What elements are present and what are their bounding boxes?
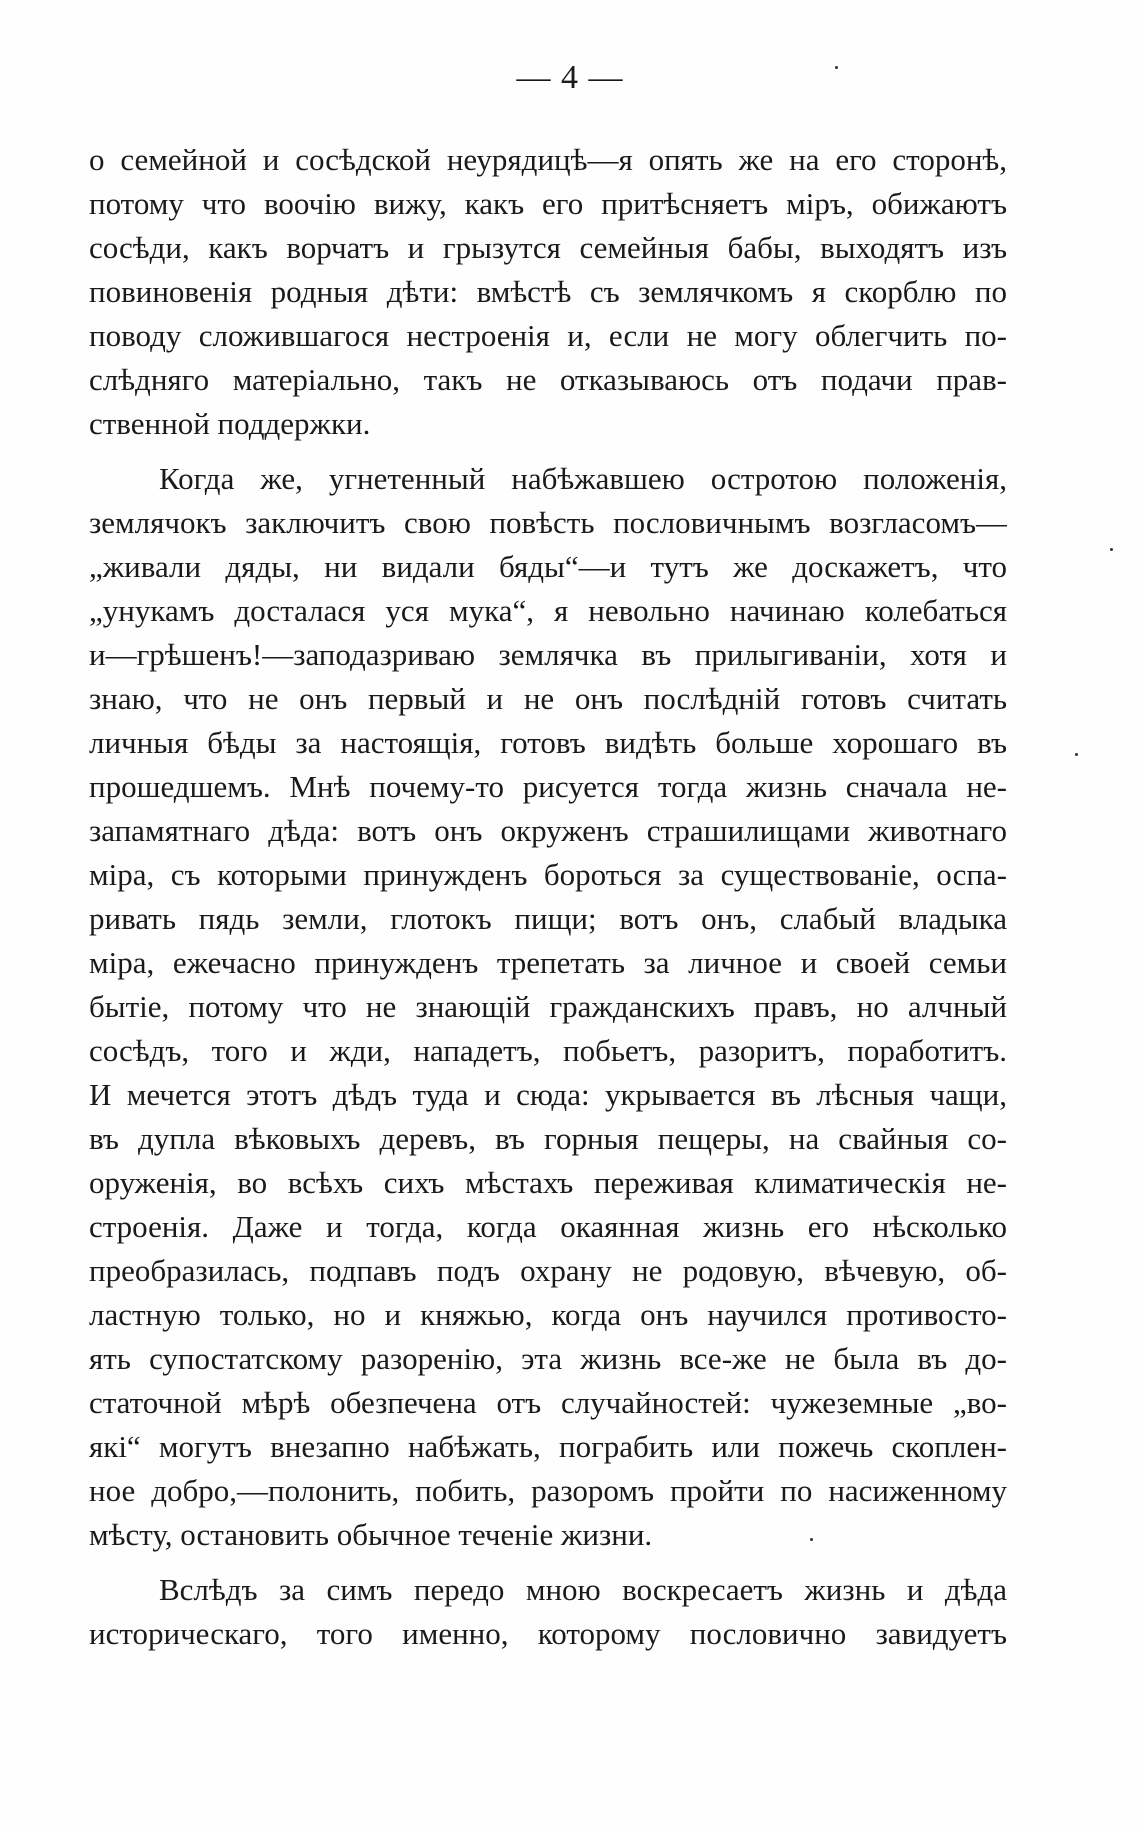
text-line: о семейной и сосѣдской неурядицѣ—я опять же на его сторонѣ,: [89, 142, 1007, 177]
text-line: ривать пядь земли, глотокъ пищи; вотъ онъ, слабый владыка: [89, 901, 1007, 936]
text-line: Вслѣдъ за симъ передо мною воскресаетъ жизнь и дѣда: [159, 1572, 1007, 1607]
text-line: ное добро,—полонить, побить, разоромъ пройти по насиженному: [89, 1473, 1007, 1508]
text-line: бытіе, потому что не знающій гражданскихъ правъ, но алчный: [89, 989, 1007, 1024]
text-line: оруженія, во всѣхъ сихъ мѣстахъ переживая климатическія не-: [89, 1165, 1007, 1200]
text-line: въ дупла вѣковыхъ деревъ, въ горныя пещеры, на свайныя со-: [89, 1121, 1007, 1156]
paragraph: [89, 138, 1007, 446]
text-line: повиновенія родныя дѣти: вмѣстѣ съ землячкомъ я скорблю по: [89, 274, 1007, 309]
text-line: міра, съ которыми принужденъ бороться за существованіе, оспа-: [89, 857, 1007, 892]
text-line: ять супостатскому разоренію, эта жизнь все-же не была въ до-: [89, 1341, 1007, 1376]
text-line: які“ могутъ внезапно набѣжать, пограбить или пожечь скоплен-: [89, 1429, 1007, 1464]
text-line: И мечется этотъ дѣдъ туда и сюда: укрывается въ лѣсныя чащи,: [89, 1077, 1007, 1112]
text-line: „унукамъ досталася уся мука“, я невольно начинаю колебаться: [89, 593, 1007, 628]
paragraph: [89, 1568, 1007, 1656]
text-line: ластную только, но и княжью, когда онъ научился противосто-: [89, 1297, 1007, 1332]
text-line: мѣсту, остановить обычное теченіе жизни.: [89, 1517, 653, 1552]
text-line: знаю, что не онъ первый и не онъ послѣдній готовъ считать: [89, 681, 1007, 716]
ink-speck: [835, 66, 838, 69]
body-text: [89, 138, 1007, 1656]
ink-speck: [810, 1538, 813, 1541]
paragraph: [89, 457, 1007, 1557]
page-number: — 4 —: [516, 59, 624, 96]
text-line: ственной поддержки.: [89, 406, 371, 441]
text-line: потому что воочію вижу, какъ его притѣсняетъ міръ, обижаютъ: [89, 186, 1007, 221]
text-line: міра, ежечасно принужденъ трепетать за личное и своей семьи: [89, 945, 1007, 980]
text-line: запамятнаго дѣда: вотъ онъ окруженъ страшилищами животнаго: [89, 813, 1007, 848]
text-line: и—грѣшенъ!—заподазриваю землячка въ прилыгиваніи, хотя и: [89, 637, 1007, 672]
text-line: преобразилась, подпавъ подъ охрану не родовую, вѣчевую, об-: [89, 1253, 1007, 1288]
text-line: Когда же, угнетенный набѣжавшею остротою положенія,: [159, 461, 1007, 496]
paragraph-gap: [89, 1557, 1007, 1568]
text-line: личныя бѣды за настоящія, готовъ видѣть больше хорошаго въ: [89, 725, 1007, 760]
text-line: строенія. Даже и тогда, когда окаянная жизнь его нѣсколько: [89, 1209, 1007, 1244]
text-line: сосѣдъ, того и жди, нападетъ, побьетъ, разоритъ, поработитъ.: [89, 1033, 1007, 1068]
text-line: историческаго, того именно, которому пословично завидуетъ: [89, 1616, 1007, 1651]
ink-speck: [1075, 753, 1078, 756]
text-line: слѣдняго матеріально, такъ не отказываюсь отъ подачи прав-: [89, 362, 1007, 397]
paragraph-gap: [89, 446, 1007, 457]
text-line: „живали дяды, ни видали бяды“—и тутъ же доскажетъ, что: [89, 549, 1007, 584]
ink-speck: [1110, 548, 1113, 551]
text-line: статочной мѣрѣ обезпечена отъ случайностей: чужеземные „во-: [89, 1385, 1007, 1420]
text-line: поводу сложившагося нестроенія и, если не могу облегчить по-: [89, 318, 1007, 353]
text-line: сосѣди, какъ ворчатъ и грызутся семейныя бабы, выходятъ изъ: [89, 230, 1007, 265]
text-line: землячокъ заключитъ свою повѣсть пословичнымъ возгласомъ—: [89, 505, 1007, 540]
text-line: прошедшемъ. Мнѣ почему-то рисуется тогда жизнь сначала не-: [89, 769, 1007, 804]
